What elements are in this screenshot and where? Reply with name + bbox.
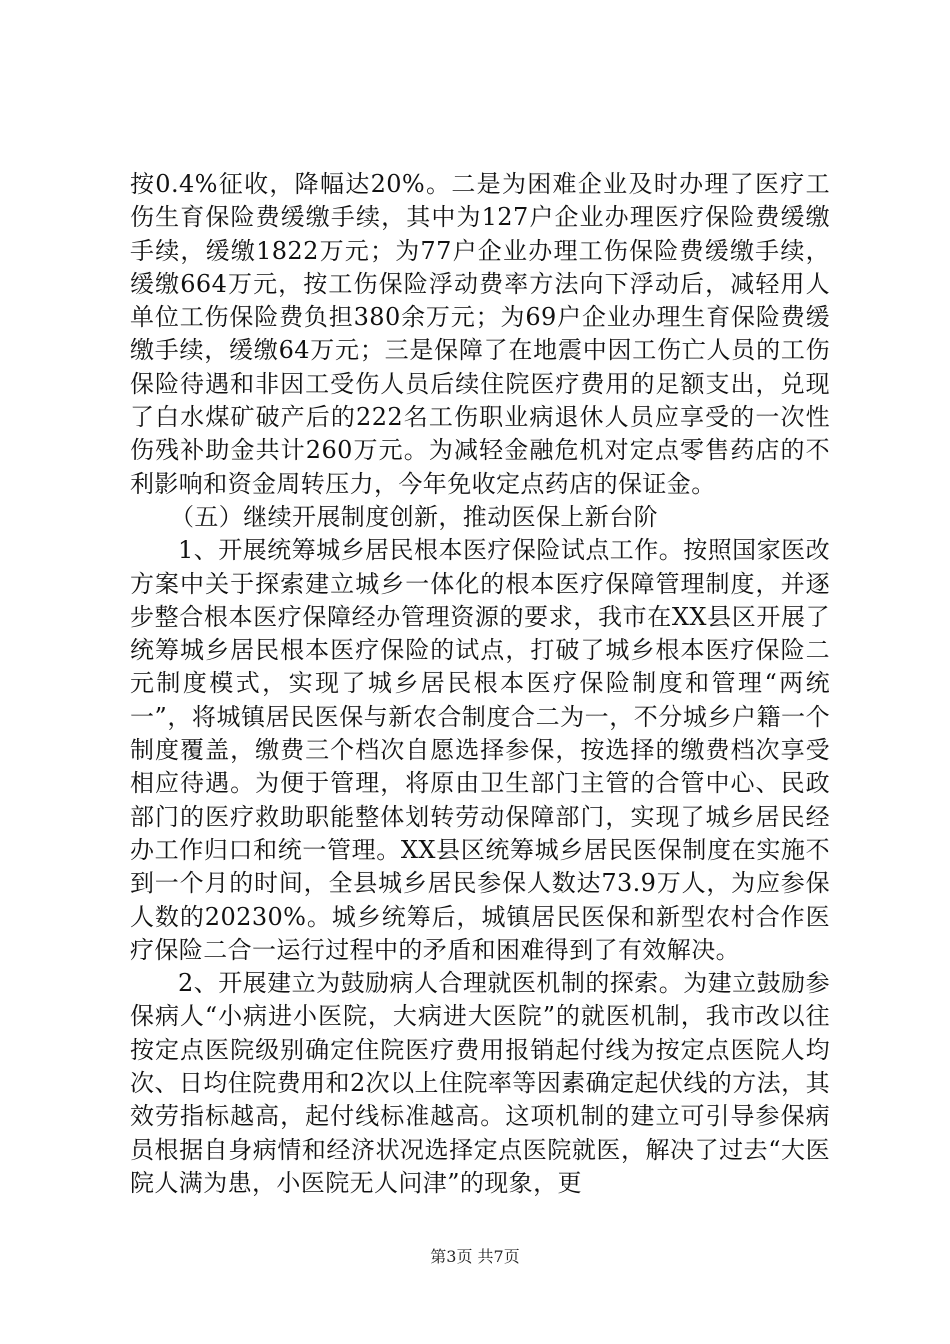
paragraph-continuation: 按0.4%征收，降幅达20%。二是为困难企业及时办理了医疗工伤生育保险费缓缴手续，其中为127户企业办理医疗保险费缓缴手续，缓缴1822万元；为77户企业办理工伤保险费缓缴手续，缓缴664万元，按工伤保险浮动费率方法向下浮动后，减轻用人单位工伤保险费负担380余万元；为69户企业办理生育保险费缓缴手续，缓缴64万元；三是保障了在地震中因工伤亡人员的工伤保险待遇和非因工受伤人员后续住院医疗费用的足额支出，兑现了白水煤矿破产后的222名工伤职业病退休人员应享受的一次性伤残补助金共计260万元。为减轻金融危机对定点零售药店的不利影响和资金周转压力，今年免收定点药店的保证金。	[130, 170, 830, 498]
section-heading: （五）继续开展制度创新，推动医保上新台阶	[170, 502, 658, 531]
paragraph-item-1: 1、开展统筹城乡居民根本医疗保险试点工作。按照国家医改方案中关于探索建立城乡一体化的根本医疗保障管理制度，并逐步整合根本医疗保障经办管理资源的要求，我市在XX县区开展了统筹城乡居民根本医疗保险的试点，打破了城乡根本医疗保险二元制度模式，实现了城乡居民根本医疗保险制度和管理“两统一”，将城镇居民医保与新农合制度合二为一，不分城乡户籍一个制度覆盖，缴费三个档次自愿选择参保，按选择的缴费档次享受相应待遇。为便于管理，将原由卫生部门主管的合管中心、民政部门的医疗救助职能整体划转劳动保障部门，实现了城乡居民经办工作归口和统一管理。XX县区统筹城乡居民医保制度在实施不到一个月的时间，全县城乡居民参保人数达73.9万人，为应参保人数的20230%。城乡统筹后，城镇居民医保和新型农村合作医疗保险二合一运行过程中的矛盾和困难得到了有效解决。	[130, 536, 830, 964]
page-number-footer: 第3页 共7页	[430, 1247, 520, 1266]
paragraph-item-2: 2、开展建立为鼓励病人合理就医机制的探索。为建立鼓励参保病人“小病进小医院，大病进大医院”的就医机制，我市改以往按定点医院级别确定住院医疗费用报销起付线为按定点医院人均次、日均住院费用和2次以上住院率等因素确定起伏线的方法，其效劳指标越高，起付线标准越高。这项机制的建立可引导参保病员根据自身病情和经济状况选择定点医院就医，解决了过去“大医院人满为患，小医院无人问津”的现象，更	[130, 969, 830, 1197]
document-body	[130, 168, 830, 1200]
